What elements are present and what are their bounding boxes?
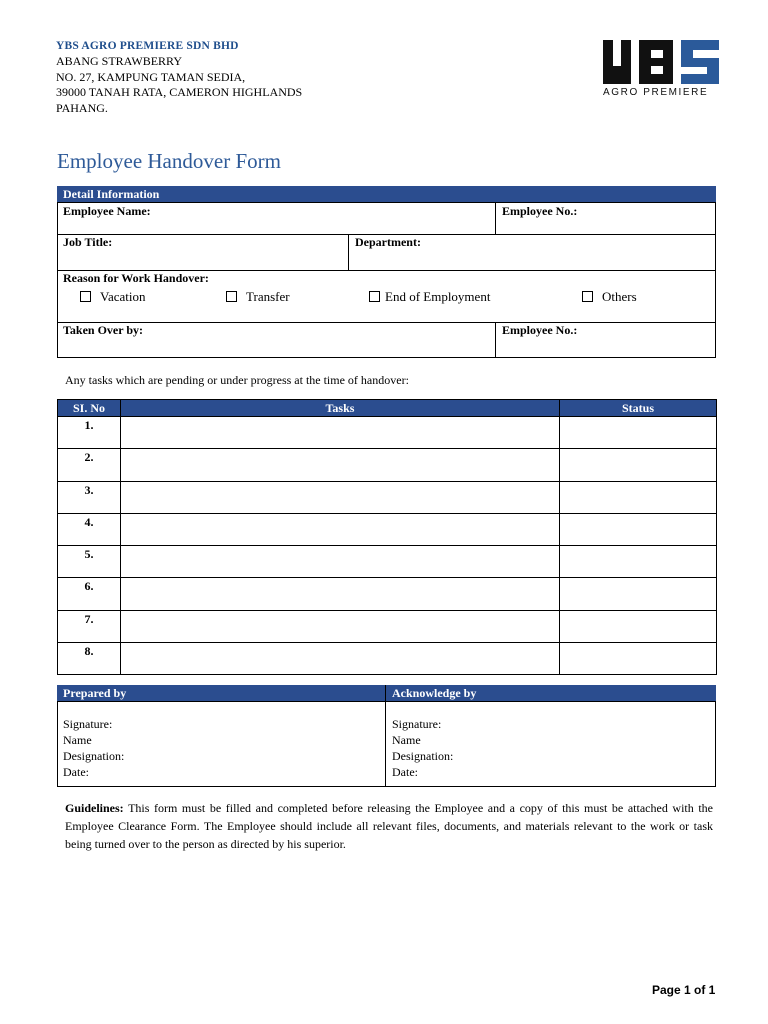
task-cell[interactable]	[121, 449, 560, 481]
logo-caption: AGRO PREMIERE	[603, 87, 709, 98]
address-line-2: NO. 27, KAMPUNG TAMAN SEDIA,	[56, 70, 246, 84]
acknowledge-by-header: Acknowledge by	[386, 685, 716, 702]
address-line-4: PAHANG.	[56, 101, 108, 115]
row-number: 1.	[58, 417, 121, 449]
col-header-si-no: SI. No	[58, 400, 121, 417]
task-cell[interactable]	[121, 417, 560, 449]
transfer-checkbox[interactable]	[226, 289, 290, 305]
table-row	[58, 417, 717, 449]
task-cell[interactable]	[121, 546, 560, 578]
date-field[interactable]: Date:	[63, 765, 89, 779]
taken-over-by-field[interactable]: Taken Over by:	[63, 323, 144, 337]
checkbox-square-icon	[226, 291, 237, 302]
employee-name-field[interactable]: Employee Name:	[63, 204, 151, 218]
form-title: Employee Handover Form	[57, 149, 281, 173]
status-cell[interactable]	[560, 578, 717, 610]
status-cell[interactable]	[560, 610, 717, 642]
transfer-label: Transfer	[246, 289, 290, 304]
task-cell[interactable]	[121, 513, 560, 545]
guidelines-label: Guidelines:	[65, 801, 124, 815]
address-line-3: 39000 TANAH RATA, CAMERON HIGHLANDS	[56, 85, 303, 99]
table-row	[58, 578, 717, 610]
detail-header: Detail Information	[57, 186, 716, 203]
reason-label: Reason for Work Handover:	[63, 271, 209, 285]
status-cell[interactable]	[560, 643, 717, 675]
row-number: 4.	[58, 513, 121, 545]
company-name: YBS AGRO PREMIERE SDN BHD	[56, 40, 239, 52]
status-cell[interactable]	[560, 481, 717, 513]
guidelines-text: This form must be filled and completed before releasing the Employee and a copy of this must be attached with the Employee Clearance Form. The Employee should include all relevant files, documents, and materials relevant to the work or task being turned over to the person as directed by his superior.	[65, 801, 713, 851]
department-field[interactable]: Department:	[355, 235, 421, 249]
task-cell[interactable]	[121, 481, 560, 513]
status-cell[interactable]	[560, 513, 717, 545]
employee-no-2-field[interactable]: Employee No.:	[502, 323, 578, 337]
row-number: 6.	[58, 578, 121, 610]
table-row	[58, 546, 717, 578]
job-title-field[interactable]: Job Title:	[63, 235, 113, 249]
designation-field[interactable]: Designation:	[392, 749, 454, 763]
task-cell[interactable]	[121, 610, 560, 642]
detail-col-divider	[495, 322, 496, 358]
detail-col-divider	[495, 202, 496, 235]
detail-col-divider	[348, 234, 349, 271]
guidelines-paragraph	[65, 799, 713, 853]
others-label: Others	[602, 289, 637, 304]
status-cell[interactable]	[560, 546, 717, 578]
status-cell[interactable]	[560, 449, 717, 481]
task-cell[interactable]	[121, 578, 560, 610]
others-checkbox[interactable]	[582, 289, 637, 305]
row-number: 7.	[58, 610, 121, 642]
row-number: 3.	[58, 481, 121, 513]
col-header-status: Status	[560, 400, 717, 417]
employee-no-field[interactable]: Employee No.:	[502, 204, 578, 218]
address-line-1: ABANG STRAWBERRY	[56, 54, 183, 68]
designation-field[interactable]: Designation:	[63, 749, 125, 763]
table-row	[58, 449, 717, 481]
signoff-col-divider	[385, 685, 386, 787]
table-row	[58, 513, 717, 545]
name-field[interactable]: Name	[392, 733, 421, 747]
task-cell[interactable]	[121, 643, 560, 675]
tasks-table	[57, 399, 717, 675]
end-of-employment-label: End of Employment	[385, 289, 491, 304]
vacation-checkbox[interactable]	[80, 289, 145, 305]
prepared-by-fields	[63, 716, 124, 780]
table-row	[58, 610, 717, 642]
end-of-employment-checkbox[interactable]	[369, 289, 490, 305]
acknowledge-by-fields	[392, 716, 453, 780]
checkbox-square-icon	[369, 291, 380, 302]
tasks-header-row	[58, 400, 717, 417]
checkbox-square-icon	[582, 291, 593, 302]
col-header-tasks: Tasks	[121, 400, 560, 417]
status-cell[interactable]	[560, 417, 717, 449]
date-field[interactable]: Date:	[392, 765, 418, 779]
row-number: 5.	[58, 546, 121, 578]
name-field[interactable]: Name	[63, 733, 92, 747]
signoff-box	[57, 701, 716, 787]
detail-divider	[57, 322, 716, 323]
prepared-by-header: Prepared by	[57, 685, 386, 702]
signature-field[interactable]: Signature:	[63, 717, 113, 731]
table-row	[58, 481, 717, 513]
row-number: 8.	[58, 643, 121, 675]
pending-tasks-note: Any tasks which are pending or under progress at the time of handover:	[65, 373, 409, 387]
table-row	[58, 643, 717, 675]
vacation-label: Vacation	[100, 289, 146, 304]
page-number: Page 1 of 1	[652, 983, 716, 997]
checkbox-square-icon	[80, 291, 91, 302]
signature-field[interactable]: Signature:	[392, 717, 442, 731]
row-number: 2.	[58, 449, 121, 481]
